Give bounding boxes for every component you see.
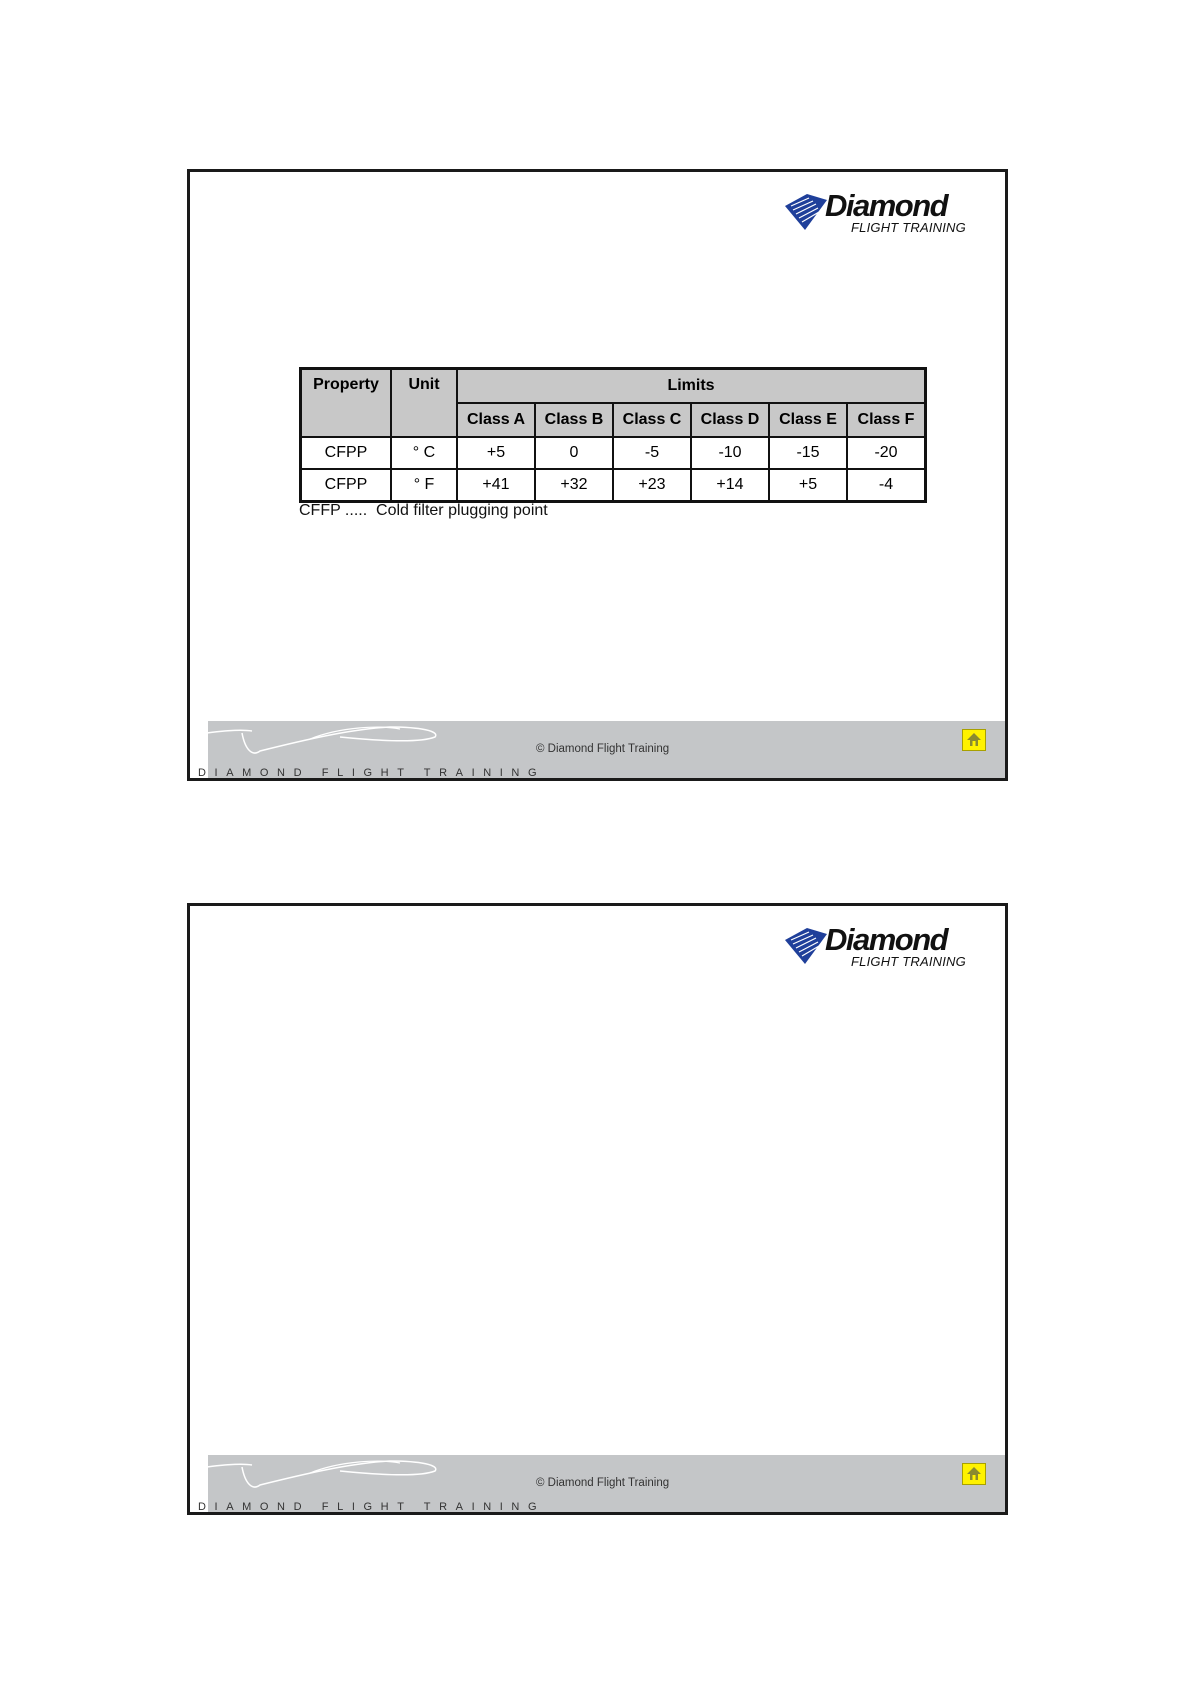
logo-wordmark: Diamond [825, 188, 948, 223]
cell-class-a: +41 [457, 469, 535, 502]
header-limits: Limits [457, 369, 926, 403]
header-class-e: Class E [769, 403, 847, 437]
cell-class-f: -20 [847, 437, 926, 469]
cell-class-a: +5 [457, 437, 535, 469]
cell-class-b: +32 [535, 469, 613, 502]
table-row [301, 437, 926, 469]
diamond-logo [783, 188, 966, 236]
diamond-logo [783, 922, 966, 970]
cell-class-f: -4 [847, 469, 926, 502]
header-class-c: Class C [613, 403, 691, 437]
logo-subtitle: FLIGHT TRAINING [851, 954, 966, 969]
cfpp-limits-table [299, 367, 927, 503]
table-row [301, 469, 926, 502]
diamond-wing-icon [783, 192, 829, 232]
aircraft-sketch-icon [190, 1455, 450, 1501]
slide-1 [187, 169, 1008, 781]
cell-class-e: -15 [769, 437, 847, 469]
row-unit: ° C [391, 437, 457, 469]
slide-2 [187, 903, 1008, 1515]
header-unit: Unit [391, 369, 457, 438]
header-class-d: Class D [691, 403, 769, 437]
cell-class-d: -10 [691, 437, 769, 469]
header-class-f: Class F [847, 403, 926, 437]
cell-class-c: +23 [613, 469, 691, 502]
logo-subtitle: FLIGHT TRAINING [851, 220, 966, 235]
header-property: Property [301, 369, 392, 438]
header-class-a: Class A [457, 403, 535, 437]
row-property: CFPP [301, 437, 392, 469]
row-property: CFPP [301, 469, 392, 502]
cell-class-e: +5 [769, 469, 847, 502]
cell-class-d: +14 [691, 469, 769, 502]
diamond-wing-icon [783, 926, 829, 966]
slide-footer [190, 721, 1005, 778]
aircraft-sketch-icon [190, 721, 450, 767]
table-legend: CFFP ..... Cold filter plugging point [299, 502, 548, 519]
cell-class-c: -5 [613, 437, 691, 469]
home-button[interactable] [962, 729, 986, 751]
footer-copyright: © Diamond Flight Training [536, 1477, 670, 1489]
home-button[interactable] [962, 1463, 986, 1485]
cell-class-b: 0 [535, 437, 613, 469]
logo-wordmark: Diamond [825, 922, 948, 957]
home-icon [966, 732, 982, 748]
slide-footer [190, 1455, 1005, 1512]
footer-brand: DIAMOND FLIGHT TRAINING [198, 767, 546, 779]
header-class-b: Class B [535, 403, 613, 437]
row-unit: ° F [391, 469, 457, 502]
footer-copyright: © Diamond Flight Training [536, 743, 670, 755]
footer-brand: DIAMOND FLIGHT TRAINING [198, 1501, 546, 1513]
home-icon [966, 1466, 982, 1482]
